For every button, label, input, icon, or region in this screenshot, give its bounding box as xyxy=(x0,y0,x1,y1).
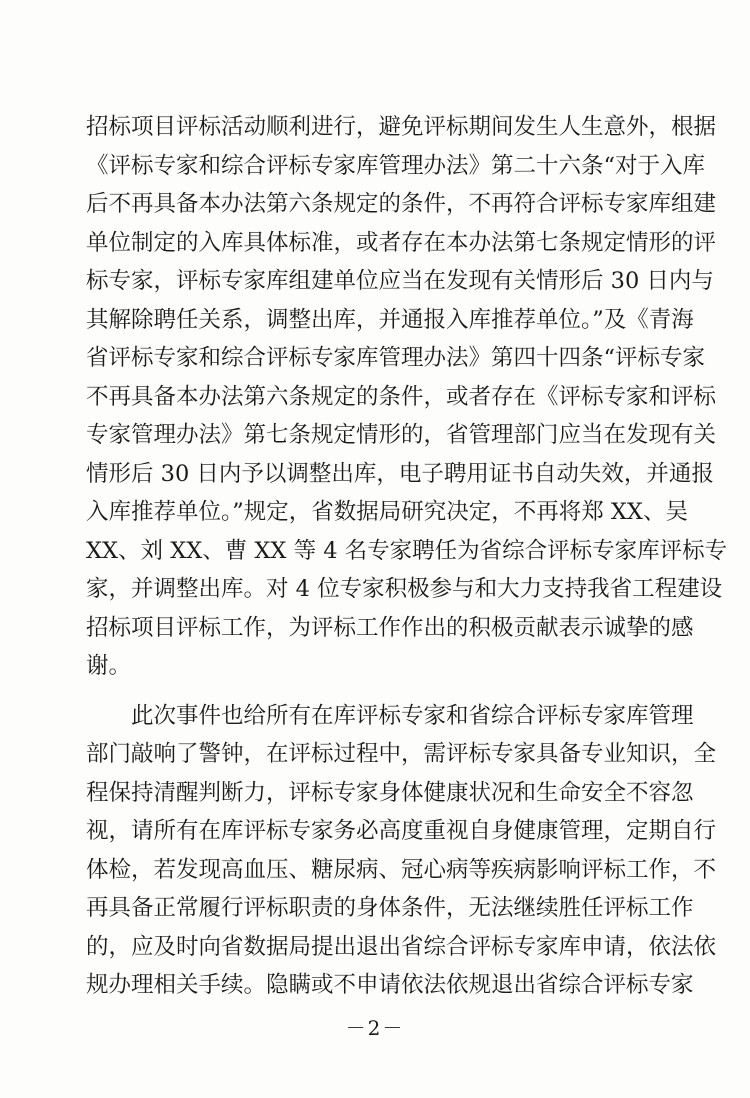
document-body xyxy=(86,108,728,1005)
text-line: 程保持清醒判断力，评标专家身体健康状况和生命安全不容忽 xyxy=(86,779,694,806)
text-line: 情形后 30 日内予以调整出库，电子聘用证书自动失效，并通报 xyxy=(86,460,714,487)
text-line: 入库推荐单位。”规定，省数据局研究决定，不再将郑 XX、吴 xyxy=(86,499,688,525)
text-line: 单位制定的入库具体标准，或者存在本办法第七条规定情形的评 xyxy=(86,229,717,256)
text-line: 再具备正常履行评标职责的身体条件，无法继续胜任评标工作 xyxy=(86,895,694,921)
text-line: 《评标专家和综合评标专家库管理办法》第二十六条“对于入库 xyxy=(86,152,706,179)
text-line: 招标项目评标工作，为评标工作作出的积极贡献表示诚挚的感 xyxy=(86,614,694,641)
text-line: 其解除聘任关系，调整出库，并通报入库推荐单位。”及《青海 xyxy=(86,306,694,333)
text-line: 家，并调整出库。对 4 位专家积极参与和大力支持我省工程建设 xyxy=(86,576,723,602)
text-line: 部门敲响了警钟，在评标过程中，需评标专家具备专业知识，全 xyxy=(86,741,717,767)
text-line: 省评标专家和综合评标专家库管理办法》第四十四条“评标专家 xyxy=(86,345,706,371)
text-line: 体检，若发现高血压、糖尿病、冠心病等疾病影响评标工作，不 xyxy=(86,856,717,883)
text-line-indented: 此次事件也给所有在库评标专家和省综合评标专家库管理 xyxy=(131,702,694,729)
page-number: －2－ xyxy=(345,1016,405,1040)
text-line: 视，请所有在库评标专家务必高度重视自身健康管理，定期自行 xyxy=(86,818,717,844)
text-line: 标专家，评标专家库组建单位应当在发现有关情形后 30 日内与 xyxy=(86,268,714,294)
text-line: 专家管理办法》第七条规定情形的，省管理部门应当在发现有关 xyxy=(86,422,717,448)
text-line: 规办理相关手续。隐瞒或不申请依法依规退出省综合评标专家 xyxy=(86,972,694,998)
text-line: 后不再具备本办法第六条规定的条件，不再符合评标专家库组建 xyxy=(86,191,717,217)
text-line: 的，应及时向省数据局提出退出省综合评标专家库申请，依法依 xyxy=(86,933,717,960)
paragraph-1 xyxy=(86,108,728,686)
text-line: 谢。 xyxy=(86,653,132,679)
text-line: 不再具备本办法第六条规定的条件，或者存在《评标专家和评标 xyxy=(86,383,717,410)
paragraph-2 xyxy=(86,697,717,1005)
text-line: XX、刘 XX、曹 XX 等 4 名专家聘任为省综合评标专家库评标专 xyxy=(86,537,728,564)
paragraph-spacing xyxy=(86,686,682,697)
text-line: 招标项目评标活动顺利进行，避免评标期间发生人生意外，根据 xyxy=(86,114,717,140)
